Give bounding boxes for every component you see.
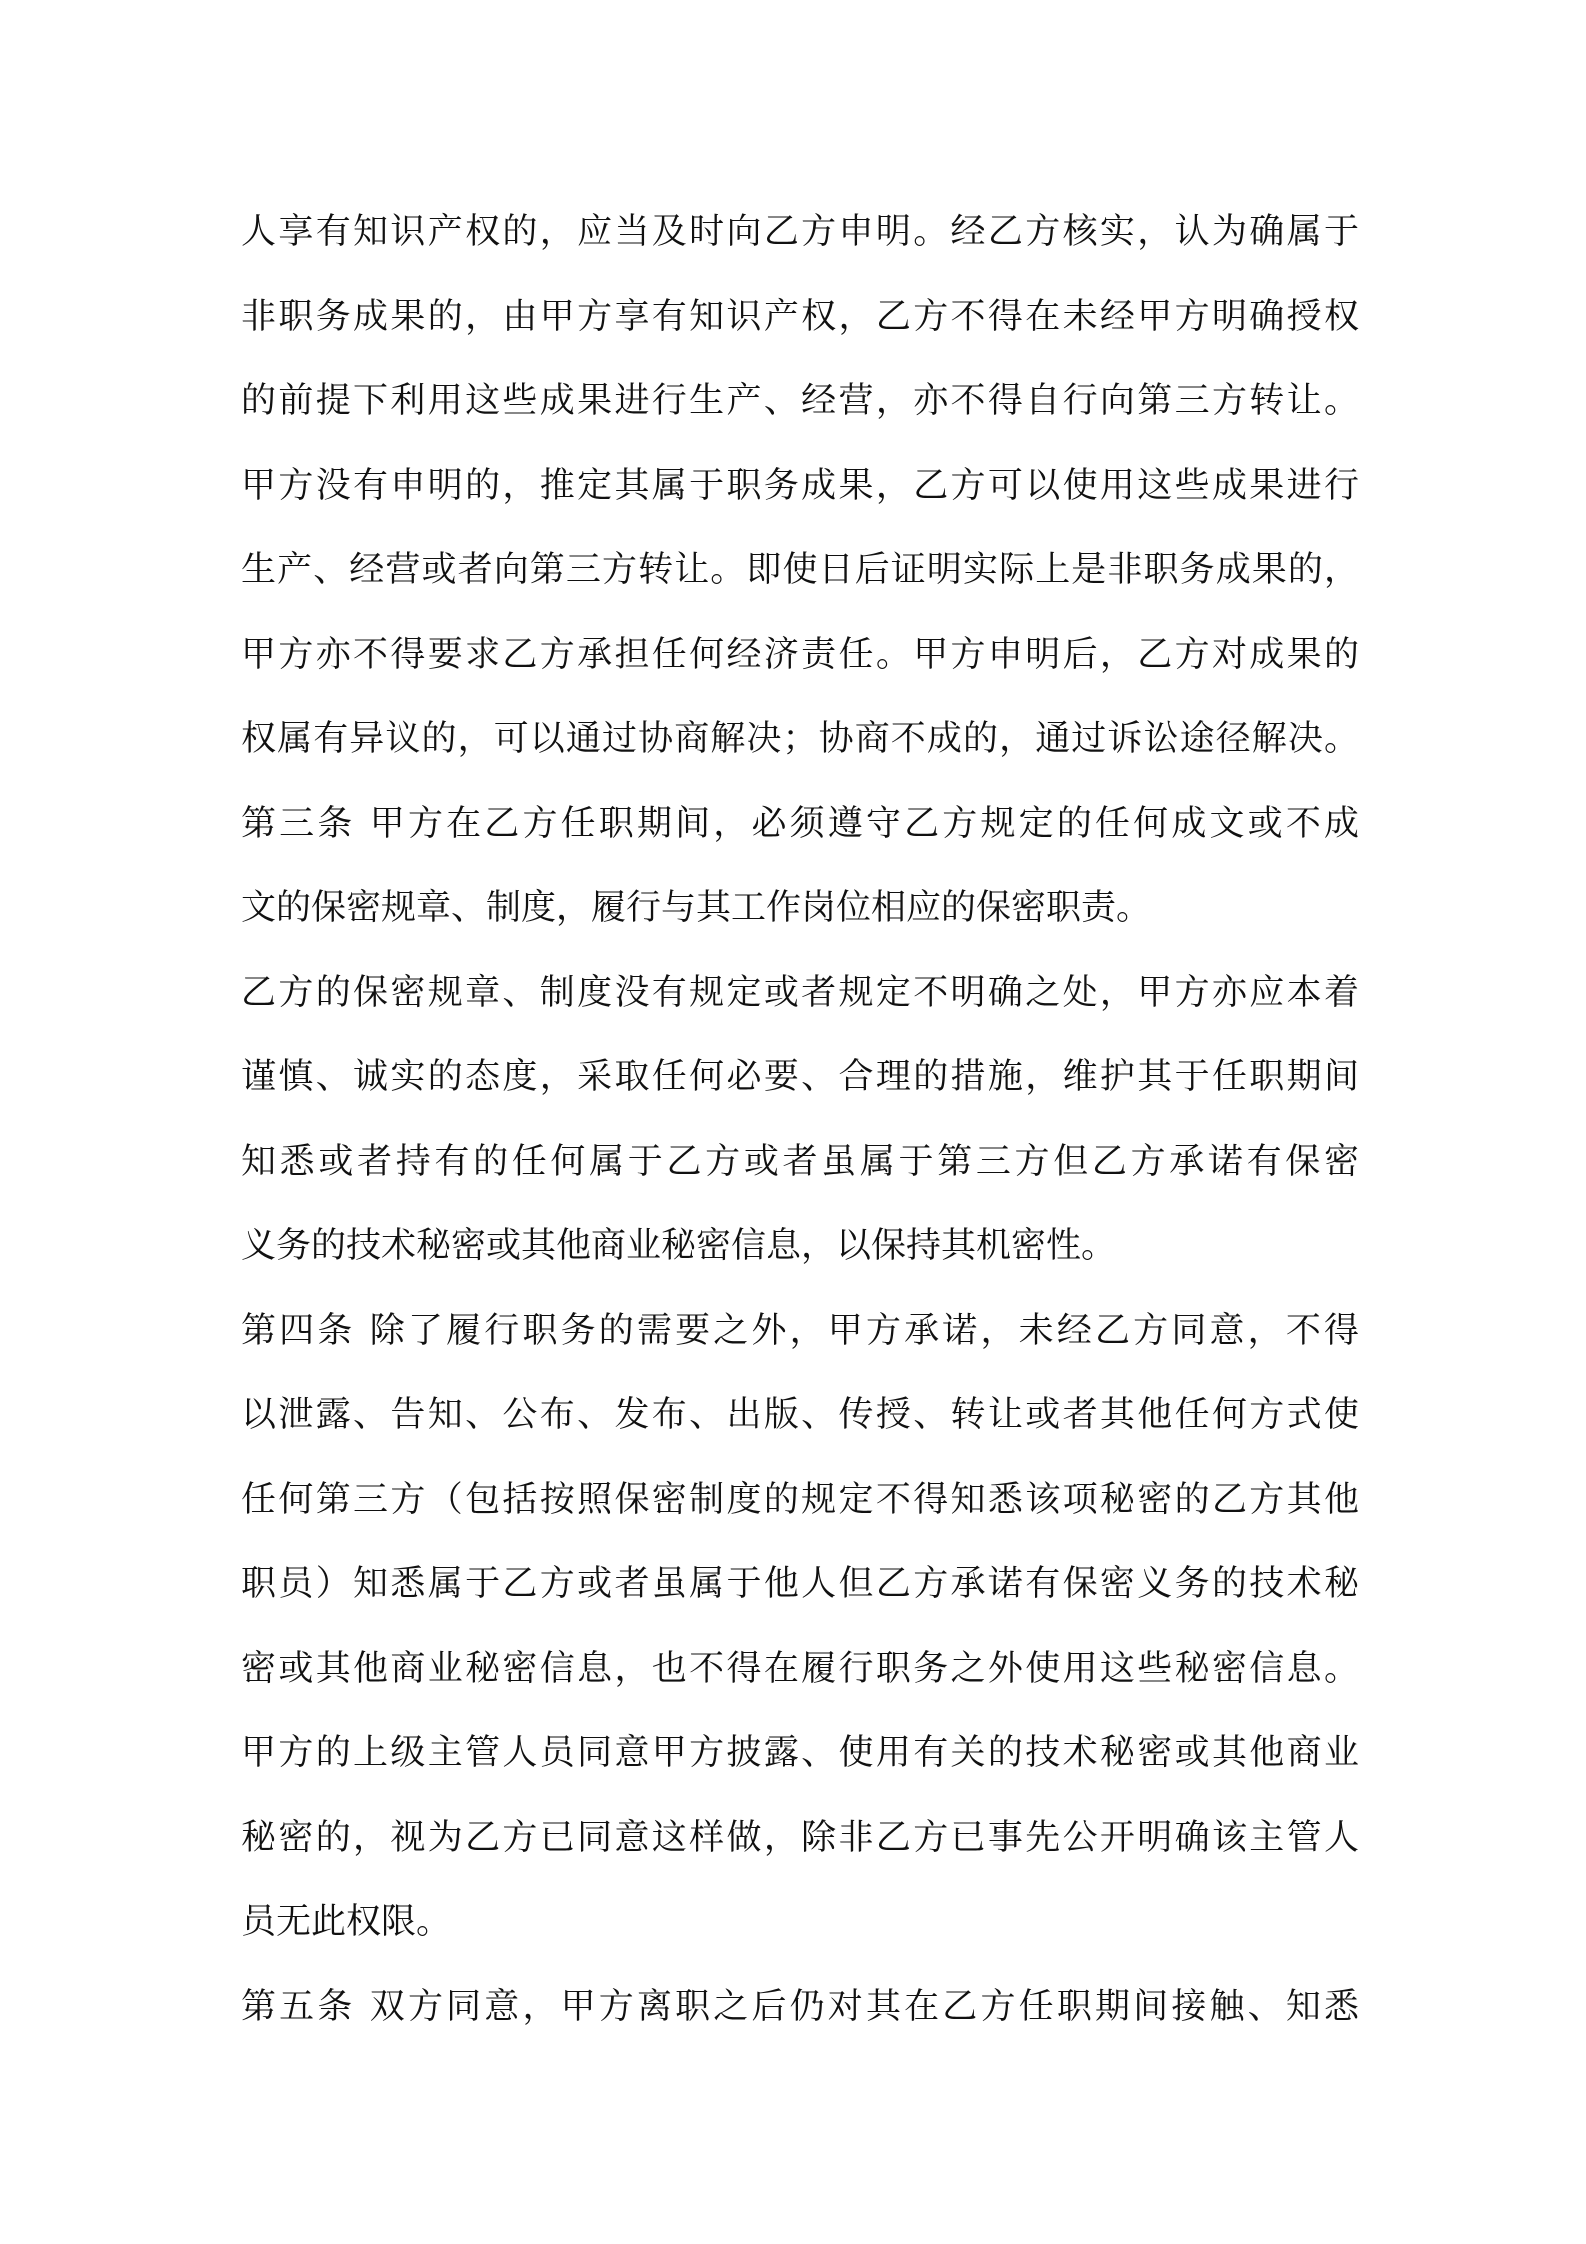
text-line: 甲方的上级主管人员同意甲方披露、使用有关的技术秘密或其他商业 — [241, 1733, 1359, 1773]
text-line: 员无此权限。 — [241, 1902, 452, 1942]
text-line: 密或其他商业秘密信息，也不得在履行职务之外使用这些秘密信息。 — [241, 1648, 1359, 1689]
text-line: 义务的技术秘密或其他商业秘密信息，以保持其机密性。 — [241, 1226, 1117, 1266]
document-body — [241, 190, 1359, 2049]
text-line: 权属有异议的，可以通过协商解决；协商不成的，通过诉讼途径解决。 — [241, 719, 1359, 759]
text-line: 甲方没有申明的，推定其属于职务成果，乙方可以使用这些成果进行 — [241, 465, 1359, 506]
article-5-heading-line: 第五条 双方同意，甲方离职之后仍对其在乙方任职期间接触、知悉 — [241, 1986, 1359, 2027]
text-line: 谨慎、诚实的态度，采取任何必要、合理的措施，维护其于任职期间 — [241, 1057, 1359, 1097]
text-line: 人享有知识产权的，应当及时向乙方申明。经乙方核实，认为确属于 — [241, 212, 1359, 252]
text-line: 非职务成果的，由甲方享有知识产权，乙方不得在未经甲方明确授权 — [241, 296, 1359, 337]
text-line: 任何第三方（包括按照保密制度的规定不得知悉该项秘密的乙方其他 — [241, 1479, 1359, 1520]
article-3-heading-line: 第三条 甲方在乙方任职期间，必须遵守乙方规定的任何成文或不成 — [241, 803, 1359, 844]
text-line: 文的保密规章、制度，履行与其工作岗位相应的保密职责。 — [241, 888, 1152, 928]
text-line: 乙方的保密规章、制度没有规定或者规定不明确之处，甲方亦应本着 — [241, 972, 1359, 1013]
text-line: 的前提下利用这些成果进行生产、经营，亦不得自行向第三方转让。 — [241, 381, 1359, 421]
text-line: 甲方亦不得要求乙方承担任何经济责任。甲方申明后，乙方对成果的 — [241, 634, 1359, 675]
text-line: 秘密的，视为乙方已同意这样做，除非乙方已事先公开明确该主管人 — [241, 1817, 1359, 1858]
text-line: 生产、经营或者向第三方转让。即使日后证明实际上是非职务成果的， — [241, 550, 1359, 590]
text-line: 知悉或者持有的任何属于乙方或者虽属于第三方但乙方承诺有保密 — [241, 1141, 1359, 1182]
text-line: 以泄露、告知、公布、发布、出版、传授、转让或者其他任何方式使 — [241, 1395, 1359, 1435]
article-4-heading-line: 第四条 除了履行职务的需要之外，甲方承诺，未经乙方同意，不得 — [241, 1310, 1359, 1351]
text-line: 职员）知悉属于乙方或者虽属于他人但乙方承诺有保密义务的技术秘 — [241, 1564, 1359, 1604]
